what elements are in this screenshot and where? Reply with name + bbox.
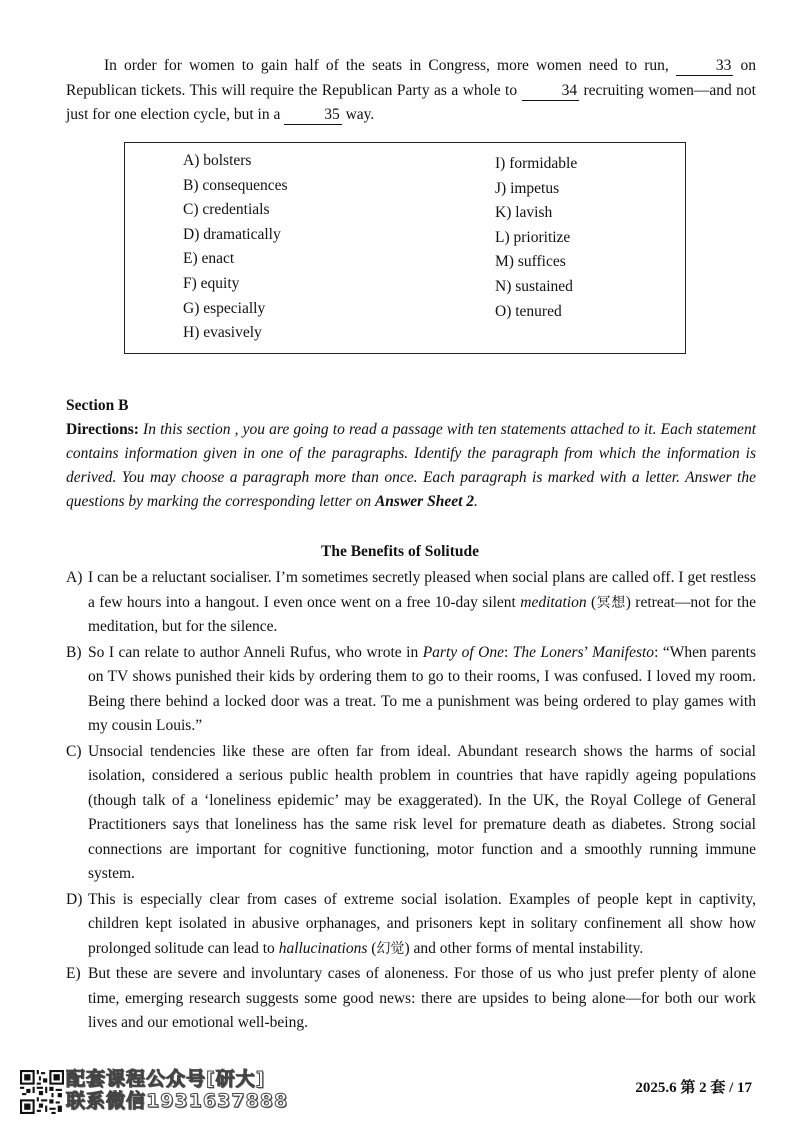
- italic-term: hallucinations: [278, 939, 368, 957]
- page-footer: [0, 1064, 800, 1126]
- cloze-text-part: In order for women to gain half of the seats in Congress, more women need to run,: [104, 57, 676, 74]
- word-option: L) prioritize: [495, 228, 571, 246]
- book-title: The Loners: [512, 643, 584, 661]
- word-bank-box: [124, 142, 686, 354]
- chinese-gloss: 冥想: [596, 594, 626, 611]
- qr-code-icon: [20, 1070, 64, 1114]
- book-title: Party of One: [422, 643, 504, 661]
- word-option: C) credentials: [183, 201, 270, 219]
- word-option: A) bolsters: [183, 152, 252, 169]
- paragraph-text: But these are severe and involuntary cases of aloneness. For those of us who just prefer plenty of alone time, emerging research suggests some good news: there are upsides to being alone—for both our work lives and our emotional well-being.: [88, 965, 756, 1031]
- word-option: H) evasively: [183, 324, 262, 342]
- cloze-text-part: way.: [341, 106, 375, 123]
- word-option: K) lavish: [495, 204, 553, 222]
- word-option: I) formidable: [495, 155, 578, 172]
- paragraph-letter: E): [66, 965, 81, 982]
- promo-line: 联系微信1931637888: [66, 1090, 289, 1112]
- blank-33: 33: [676, 57, 734, 76]
- word-option: M) suffices: [495, 253, 566, 271]
- directions-text: In this section , you are going to read a passage with ten statements attached to it. Each statement contains information given in one of the paragraphs. Identify the paragraph from which the information is derived. You may choose a paragraph more than once. Each paragraph is marked with a letter. Answer the questions by marking the corresponding letter on: [66, 421, 756, 510]
- word-option: D) dramatically: [183, 225, 281, 243]
- word-bank-right-column: [495, 152, 577, 324]
- cloze-text-part: recruiting women—and not just for one election cycle, but in a: [66, 81, 756, 123]
- answer-sheet-label: Answer Sheet 2: [374, 493, 475, 510]
- directions: [66, 418, 756, 514]
- paragraph-letter: B): [66, 643, 82, 661]
- promo-banner: [66, 1068, 288, 1112]
- paragraph-letter: C): [66, 742, 82, 760]
- paragraph-e: [66, 962, 756, 1036]
- book-title: Manifesto: [592, 643, 655, 661]
- paragraph-text: Unsocial tendencies like these are often far from ideal. Abundant research shows the harms of social isolation, considered a serious public health problem in countries that have rapidly ageing populations (though talk of a ‘loneliness epidemic’ may be exaggerated). In the UK, the Royal College of General Practitioners says that loneliness has the same risk level for premature death as diabetes. Strong social connections are important for cognitive functioning, motor function and a smoothly running immune system.: [88, 742, 756, 882]
- word-option: F) equity: [183, 274, 240, 292]
- paragraph-letter: A): [66, 569, 83, 586]
- paragraph-d: D) This is especially clear from cases of extreme social isolation. Examples of people kept in captivity, children kept isolated in abusive orphanages, and prisoners kept in solitary confinement all show how prolonged solitude can lead to hallucinations (幻觉) and other forms of mental instability.: [66, 888, 756, 962]
- blank-35: 35: [284, 106, 342, 125]
- promo-line: 配套课程公众号[研大]: [66, 1068, 266, 1090]
- chinese-gloss: 幻觉: [376, 940, 405, 957]
- word-option: B) consequences: [183, 176, 288, 194]
- directions-label: Directions:: [66, 421, 139, 438]
- word-option: E) enact: [183, 250, 235, 268]
- paragraph-text: So I can relate to author Anneli Rufus, who wrote in: [88, 643, 423, 661]
- paragraph-text: retreat—not for the meditation, but for the silence.: [88, 593, 756, 635]
- paragraph-text: and other forms of mental instability.: [409, 939, 644, 957]
- paragraph-text: :: [503, 643, 513, 661]
- word-option: G) especially: [183, 299, 266, 317]
- paragraph-b: [66, 641, 756, 739]
- paragraph-letter: D): [66, 890, 83, 908]
- directions-end: .: [474, 493, 478, 510]
- intro-paragraph: [66, 54, 756, 128]
- passage-title: The Benefits of Solitude: [320, 543, 480, 560]
- paragraph-c: [66, 740, 756, 887]
- word-option: N) sustained: [495, 277, 573, 295]
- page-number: 2025.6 第 2 套 / 17: [635, 1080, 752, 1096]
- paragraph-text: I can be a reluctant socialiser. I’m sometimes secretly pleased when social plans are called off. I get restless a few hours into a hangout. I even once went on a free 10-day silent: [88, 569, 756, 611]
- paragraph-a: A) I can be a reluctant socialiser. I’m sometimes secretly pleased when social plans are called off. I get restless a few hours into a hangout. I even once went on a free 10-day silent meditation (冥想) retreat—not for the meditation, but for the silence.: [66, 566, 756, 640]
- passage-paragraphs: [66, 566, 756, 1037]
- word-option: O) tenured: [495, 302, 562, 320]
- italic-term: meditation: [520, 593, 587, 611]
- paragraph-text: : “When parents on TV shows punished their kids by ordering them to go to their rooms, I was confused. I loved my room. Being there behind a locked door was a treat. To me a punishment was being ordered to play games with my cousin Louis.”: [88, 643, 756, 734]
- word-option: J) impetus: [495, 179, 560, 197]
- paragraph-text: ’: [583, 643, 593, 661]
- blank-34: 34: [522, 82, 580, 101]
- cloze-text-part: on Republican tickets. This will require the Republican Party as a whole to: [66, 57, 756, 99]
- word-bank-left-column: [183, 149, 288, 346]
- section-b: [66, 394, 756, 514]
- cloze-text: [66, 54, 756, 128]
- paragraph-text: This is especially clear from cases of extreme social isolation. Examples of people kept in captivity, children kept isolated in abusive orphanages, and prisoners kept in solitary confinement all show how prolonged solitude can lead to: [88, 890, 756, 957]
- section-title: Section B: [66, 397, 129, 414]
